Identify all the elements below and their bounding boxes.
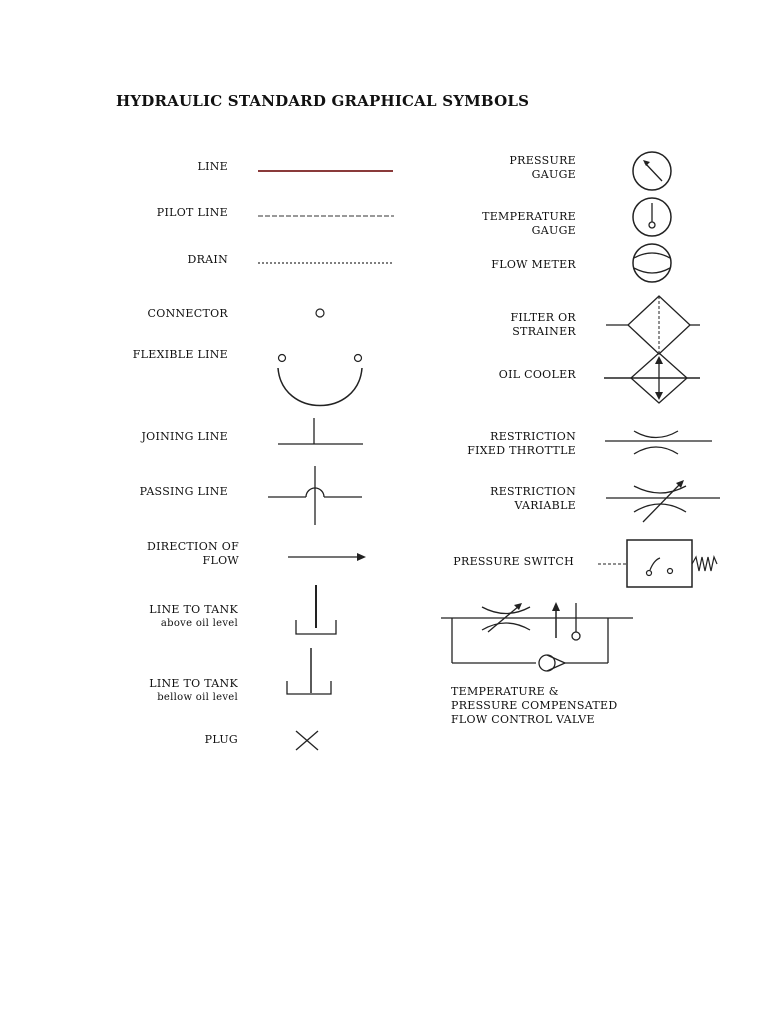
label-passing-line: PASSING LINE xyxy=(139,485,228,498)
label-temperature-gauge: TEMPERATURE GAUGE xyxy=(482,210,576,237)
label-line-to-tank-below: LINE TO TANK bellow oil level xyxy=(149,677,238,703)
label-flow-meter: FLOW METER xyxy=(491,258,576,271)
label-line: LINE xyxy=(197,160,228,173)
label-pilot-line: PILOT LINE xyxy=(156,206,228,219)
label-connector: CONNECTOR xyxy=(147,307,228,320)
label-restriction-fixed: RESTRICTION FIXED THROTTLE xyxy=(467,430,576,457)
label-restriction-variable: RESTRICTION VARIABLE xyxy=(490,485,576,512)
label-joining-line: JOINING LINE xyxy=(141,430,228,443)
label-pressure-gauge: PRESSURE GAUGE xyxy=(509,154,576,181)
label-direction-of-flow: DIRECTION OF FLOW xyxy=(147,540,239,567)
label-pressure-switch: PRESSURE SWITCH xyxy=(453,555,574,568)
label-filter: FILTER OR STRAINER xyxy=(510,311,576,338)
label-flow-control-valve: TEMPERATURE & PRESSURE COMPENSATED FLOW CONTROL VALVE xyxy=(451,685,618,726)
label-line-to-tank-above: LINE TO TANK above oil level xyxy=(149,603,238,629)
label-flexible-line: FLEXIBLE LINE xyxy=(132,348,228,361)
label-oil-cooler: OIL COOLER xyxy=(498,368,576,381)
label-plug: PLUG xyxy=(204,733,238,746)
label-drain: DRAIN xyxy=(187,253,228,266)
page-title: HYDRAULIC STANDARD GRAPHICAL SYMBOLS xyxy=(116,92,530,110)
